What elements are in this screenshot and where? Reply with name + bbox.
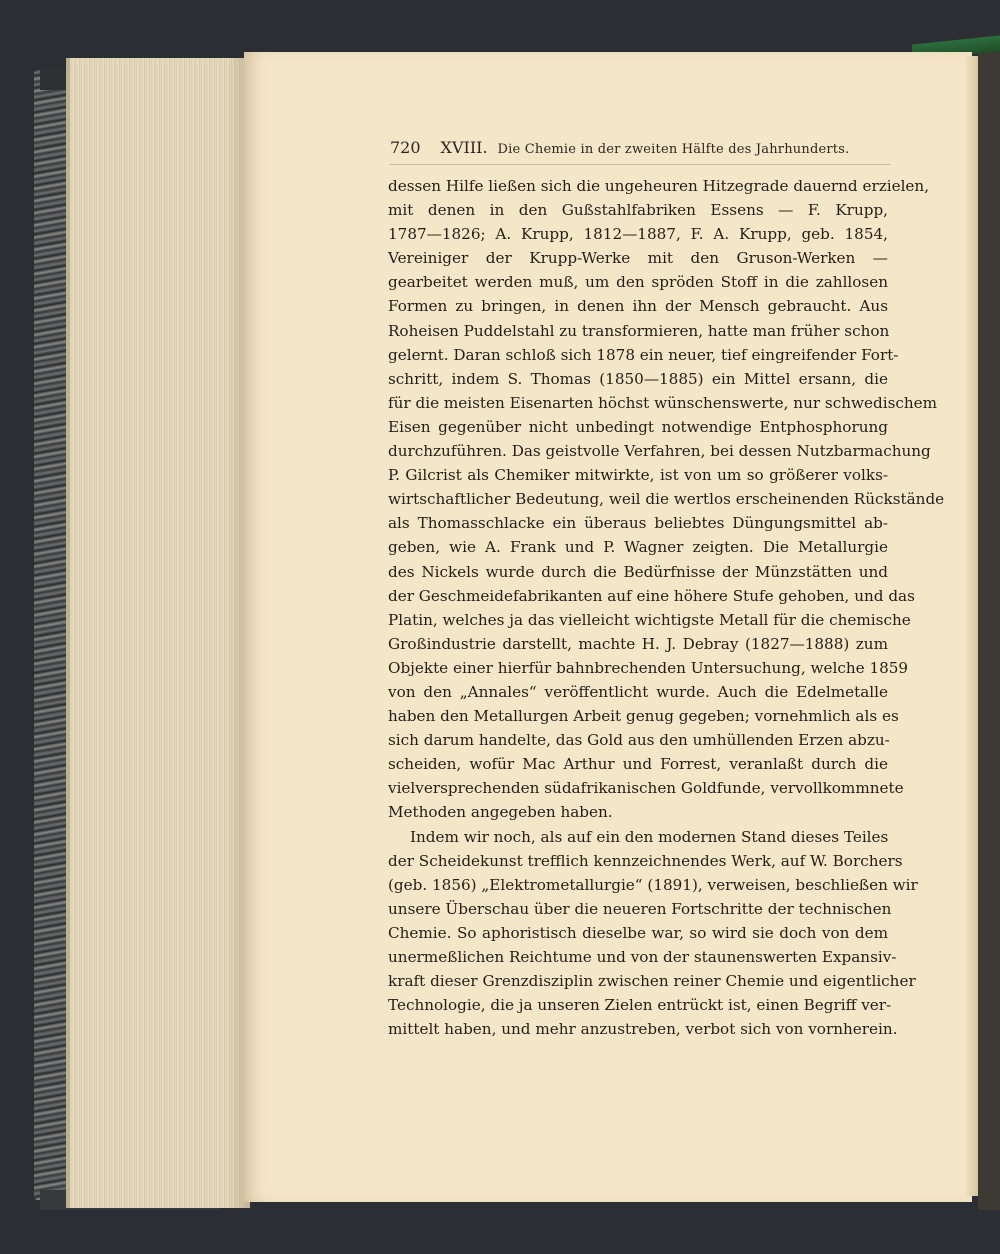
text-line: mittelt haben, und mehr anzustreben, verbot sich von vornherein. [388,1020,898,1039]
text-line: 1787—1826; A. Krupp, 1812—1887, F. A. Krupp, geb. 1854, [388,225,888,244]
page-edges [66,58,250,1208]
paragraph [388,174,945,825]
text-line: haben den Metallurgen Arbeit genug gegeben; vornehmlich als es [388,707,899,726]
text-line: Chemie. So aphoristisch dieselbe war, so wird sie doch von dem [388,923,888,942]
text-line: Objekte einer hierfür bahnbrechenden Untersuchung, welche 1859 [388,658,909,677]
text-line: schritt, indem S. Thomas (1850—1885) ein Mittel ersann, die [388,369,888,388]
text-line: geben, wie A. Frank und P. Wagner zeigten. Die Metallurgie [388,538,888,557]
text-line: als Thomasschlacke ein überaus beliebtes Düngungsmittel ab- [388,514,888,533]
text-line: vielversprechenden südafrikanischen Goldfunde, vervollkommnete [388,779,904,798]
text-line: des Nickels wurde durch die Bedürfnisse der Münzstätten und [388,562,888,581]
text-line: Platin, welches ja das vielleicht wichtigste Metall für die chemische [388,610,911,629]
text-line: Methoden angegeben haben. [388,803,613,822]
text-line: P. Gilcrist als Chemiker mitwirkte, ist von um so größerer volks- [388,466,888,485]
text-line: von den „Annales“ veröffentlicht wurde. Auch die Edelmetalle [388,682,888,701]
text-line: für die meisten Eisenarten höchst wünschenswerte, nur schwedischem [388,393,938,412]
text-line: sich darum handelte, das Gold aus den umhüllenden Erzen abzu- [388,731,890,750]
paragraph [388,825,918,1042]
text-line: gelernt. Daran schloß sich 1878 ein neuer, tief eingreifender Fort- [388,345,899,364]
text-line: unsere Überschau über die neueren Fortschritte der technischen [388,899,892,918]
text-line: kraft dieser Grenzdisziplin zwischen reiner Chemie und eigentlicher [388,972,916,991]
text-line: Indem wir noch, als auf ein den modernen Stand dieses Teiles [410,827,889,846]
text-line: Technologie, die ja unseren Zielen entrückt ist, einen Begriff ver- [388,996,892,1015]
text-line: der Scheidekunst trefflich kennzeichnendes Werk, auf W. Borchers [388,851,903,870]
text-line: (geb. 1856) „Elektrometallurgie“ (1891), verweisen, beschließen wir [388,875,918,894]
text-line: durchzuführen. Das geistvolle Verfahren, bei dessen Nutzbarmachung [388,442,931,461]
text-line: der Geschmeidefabrikanten auf eine höhere Stufe gehoben, und das [388,586,915,605]
text-line: dessen Hilfe ließen sich die ungeheuren Hitzegrade dauernd erzielen, [388,177,930,195]
chapter-number: XVIII. [440,138,488,157]
background-right [978,50,1000,1210]
text-line: Vereiniger der Krupp-Werke mit den Gruson-Werken — [388,249,888,268]
text-line: Eisen gegenüber nicht unbedingt notwendige Entphosphorung [388,417,888,436]
body-text [388,174,945,1041]
text-line: Formen zu bringen, in denen ihn der Mensch gebraucht. Aus [388,297,888,316]
text-line: wirtschaftlicher Bedeutung, weil die wertlos erscheinenden Rückstände [388,490,945,509]
text-line: scheiden, wofür Mac Arthur und Forrest, veranlaßt durch die [388,755,888,774]
text-line: Großindustrie darstellt, machte H. J. Debray (1827—1888) zum [388,634,888,653]
text-line: unermeßlichen Reichtume und von der staunenswerten Expansiv- [388,948,897,966]
chapter-title: Die Chemie in der zweiten Hälfte des Jahrhunderts. [497,142,850,157]
text-line: Roheisen Puddelstahl zu transformieren, hatte man früher schon [388,321,890,340]
text-line: mit denen in den Gußstahlfabriken Essens — F. Krupp, [388,201,888,220]
page-right-edge [966,56,978,1196]
text-line: gearbeitet werden muß, um den spröden Stoff in die zahllosen [388,273,888,292]
page-number: 720 [390,138,421,157]
header-rule [390,164,890,165]
running-head [390,138,910,160]
